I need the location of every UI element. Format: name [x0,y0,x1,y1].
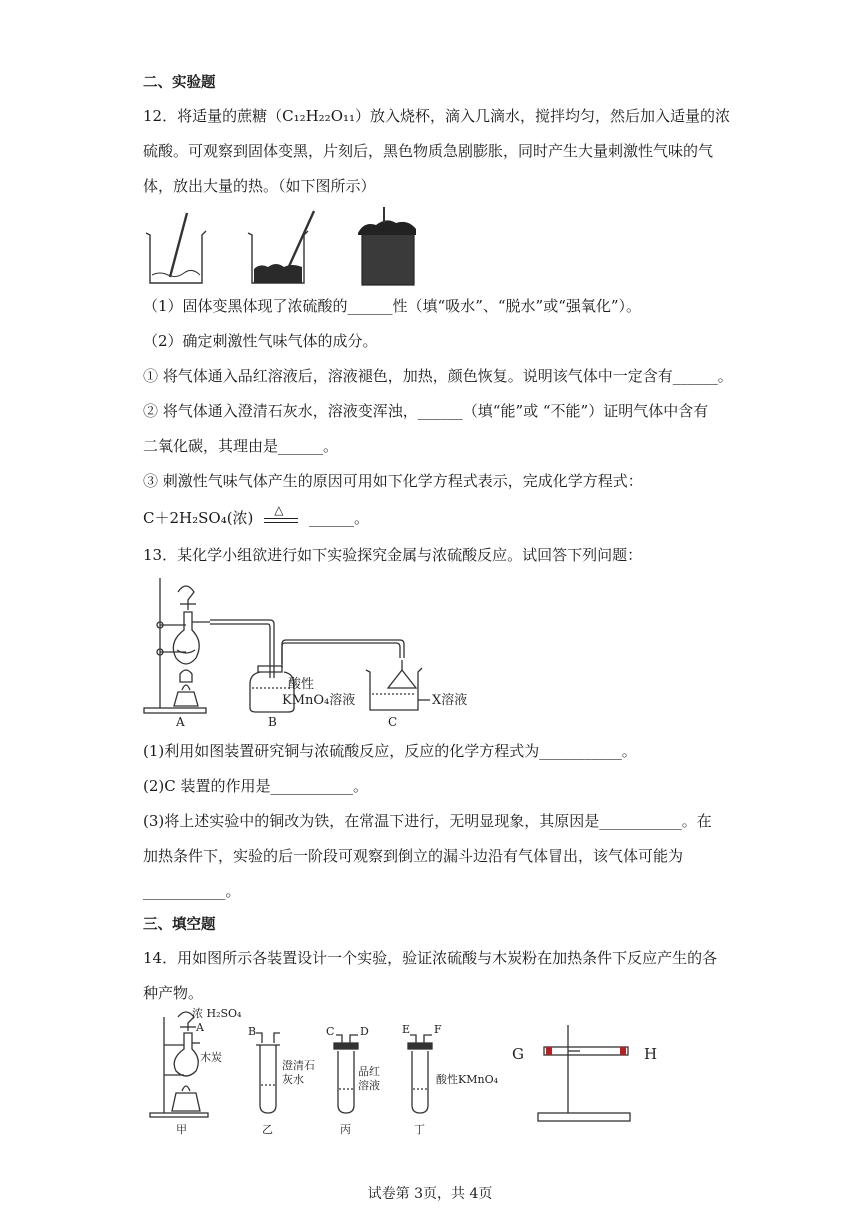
q13-sub-2: (2)C 装置的作用是___________。 [143,777,368,795]
apparatus-c-label: C [388,715,398,728]
apparatus-jia-label: 甲 [176,1123,187,1136]
reagent-bing-line-2: 溶液 [358,1079,380,1092]
apparatus-b-label: B [268,715,277,728]
tube-end-g-label: G [512,1045,524,1063]
acid-label: 浓 H₂SO₄ [192,1007,242,1020]
q12-line-3: 体，放出大量的热。（如下图所示） [143,177,376,195]
q13-line-1: 13．某化学小组欲进行如下实验探究金属与浓硫酸反应。试回答下列问题： [143,546,643,564]
q12-equation [143,503,369,528]
apparatus-bing-label: 丙 [340,1123,351,1136]
q12-item-2a: ② 将气体通入澄清石灰水，溶液变浑浊，______（填“能”或 “不能”）证明气体中含有 [143,402,709,420]
page-footer: 试卷第 3页，共 4页 [367,1186,493,1202]
equation-right: ______。 [308,509,369,527]
q12-sub-2: （2）确定刺激性气味气体的成分。 [143,332,378,350]
q12-item-1: ① 将气体通入品红溶液后，溶液褪色，加热，颜色恢复。说明该气体中一定含有______。 [143,367,733,385]
reagent-ding-label: 酸性KMnO₄ [436,1073,498,1086]
equation-left: C＋2H₂SO₄(浓) [143,509,254,527]
heat-condition-arrow [264,503,298,528]
carbon-label: 木炭 [200,1051,222,1064]
tube-end-h-label: H [644,1045,658,1063]
apparatus-yi-label: 乙 [262,1123,273,1136]
apparatus-a-label: A [176,715,185,728]
section-title-fill-in: 三、填空题 [143,917,216,933]
q14-line-1: 14．用如图所示各装置设计一个实验，验证浓硫酸与木炭粉在加热条件下反应产生的各 [143,949,718,967]
q13-sub-3b: 加热条件下，实验的后一阶段可观察到倒立的漏斗边沿有气体冒出，该气体可能为 [143,847,684,865]
q12-sub-1: （1）固体变黑体现了浓硫酸的______性（填“吸水”、“脱水”或“强氧化”）。 [143,297,642,315]
q12-item-2b: 二氧化碳，其理由是______。 [143,437,339,455]
reagent-yi-line-1: 澄清石 [282,1059,315,1072]
heat-symbol: △ [274,503,284,517]
reagent-c-label: X溶液 [432,693,468,708]
q13-sub-3a: (3)将上述实验中的铜改为铁，在常温下进行，无明显现象，其原因是___________。在 [143,812,712,830]
reagent-bing-line-1: 品红 [358,1065,380,1078]
apparatus-ding-label: 丁 [414,1123,425,1136]
q13-sub-1: (1)利用如图装置研究铜与浓硫酸反应，反应的化学方程式为___________。 [143,742,637,760]
reagent-yi-line-2: 灰水 [282,1073,304,1086]
q12-line-2: 硫酸。可观察到固体变黑，片刻后，黑色物质急剧膨胀，同时产生大量刺激性气味的气 [143,142,714,160]
funnel-a-label: A [196,1021,204,1034]
section-title-experiment: 二、实验题 [143,75,216,91]
q12-line-1: 12．将适量的蔗糖（C₁₂H₂₂O₁₁）放入烧杯，滴入几滴水，搅拌均匀，然后加入适量的浓 [143,107,731,125]
port-b-label: B [248,1025,257,1038]
carbon-acid-apparatus-figure [140,1005,700,1143]
port-f-label: F [434,1023,442,1036]
port-c-label: C [326,1025,335,1038]
port-d-label: D [360,1025,369,1038]
reagent-b-line-2: KMnO₄溶液 [282,693,356,708]
reagent-b-line-1: 酸性 [288,677,315,692]
sugar-beaker-figure [140,205,430,287]
q14-line-2: 种产物。 [143,984,204,1002]
q12-item-3: ③ 刺激性气味气体产生的原因可用如下化学方程式表示，完成化学方程式： [143,472,643,490]
metal-acid-apparatus-figure [140,570,470,728]
q13-sub-3c: ___________。 [143,882,241,900]
port-e-label: E [402,1023,411,1036]
